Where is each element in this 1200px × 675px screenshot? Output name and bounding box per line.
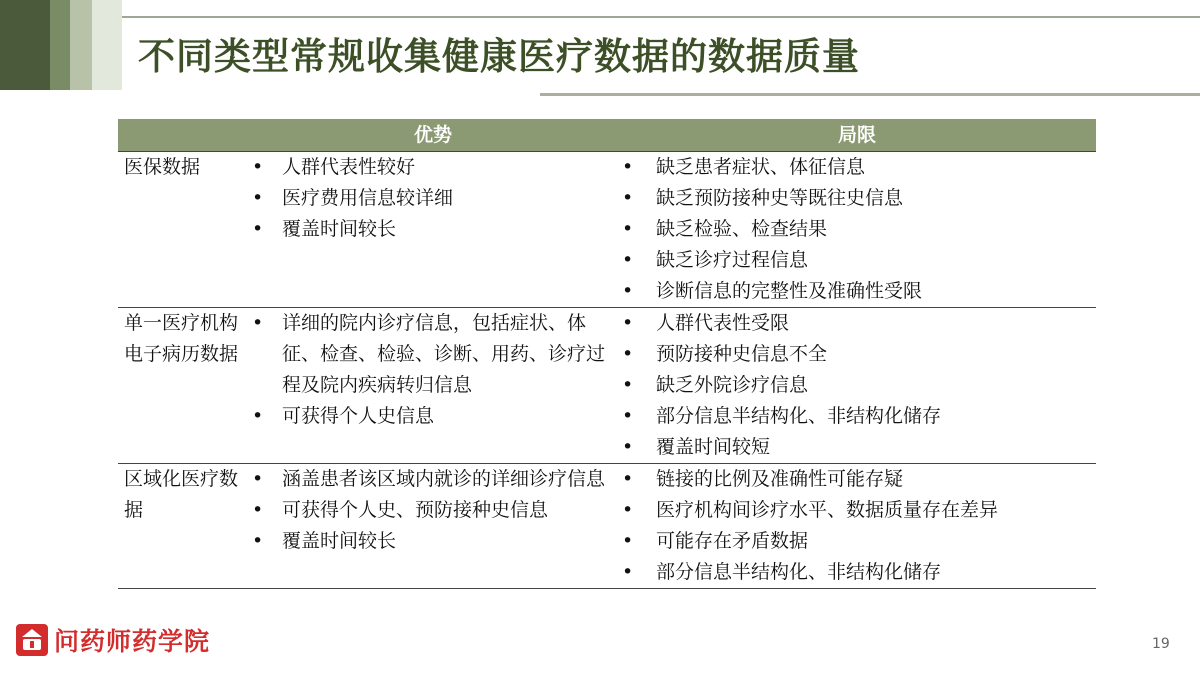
list-item: • 覆盖时间较短 [618,432,1096,463]
title-decoration-block [0,0,50,90]
list-item: • 可获得个人史信息 [248,401,618,432]
data-quality-table-container [118,119,1096,589]
list-item: • 诊断信息的完整性及准确性受限 [618,276,1096,307]
list-item: • 覆盖时间较长 [248,214,618,245]
title-bottom-rule [540,93,1200,96]
data-quality-table [118,119,1096,589]
table-row [118,464,1096,589]
slide-title: 不同类型常规收集健康医疗数据的数据质量 [138,35,860,78]
row-label: 区域化医疗数据 [124,468,239,521]
title-decoration-block [50,0,70,90]
advantages-list [248,464,618,557]
advantages-list [248,308,618,432]
title-top-rule [122,16,1200,18]
list-item: • 缺乏预防接种史等既往史信息 [618,183,1096,214]
limitations-cell [618,308,1096,464]
list-item: • 涵盖患者该区域内就诊的详细诊疗信息 [248,464,618,495]
list-item: • 预防接种史信息不全 [618,339,1096,370]
footer-logo [16,622,210,658]
advantages-cell [248,152,618,308]
academy-logo-icon [16,624,48,656]
list-item: • 医疗费用信息较详细 [248,183,618,214]
header-limitations: 局限 [618,119,1096,152]
row-label: 医保数据 [124,156,201,178]
table-row [118,152,1096,308]
list-item: • 人群代表性受限 [618,308,1096,339]
table-header-row [118,119,1096,152]
list-item: • 覆盖时间较长 [248,526,618,557]
header-advantages: 优势 [248,119,618,152]
list-item: • 缺乏外院诊疗信息 [618,370,1096,401]
list-item: • 医疗机构间诊疗水平、数据质量存在差异 [618,495,1096,526]
list-item: • 缺乏检验、检查结果 [618,214,1096,245]
advantages-list [248,152,618,245]
limitations-list [618,464,1096,588]
list-item: • 链接的比例及准确性可能存疑 [618,464,1096,495]
row-label: 单一医疗机构电子病历数据 [124,312,239,365]
page-number: 19 [1152,636,1170,652]
header-category [118,119,248,152]
limitations-cell [618,464,1096,589]
logo-text: 问药师药学院 [54,627,211,656]
list-item: • 详细的院内诊疗信息，包括症状、体征、检查、检验、诊断、用药、诊疗过程及院内疾病转归信息 [248,308,618,401]
limitations-list [618,308,1096,463]
list-item: • 部分信息半结构化、非结构化储存 [618,557,1096,588]
advantages-cell [248,308,618,464]
list-item: • 缺乏患者症状、体征信息 [618,152,1096,183]
limitations-list [618,152,1096,307]
title-decoration-block [92,0,122,90]
list-item: • 缺乏诊疗过程信息 [618,245,1096,276]
list-item: • 部分信息半结构化、非结构化储存 [618,401,1096,432]
title-decoration-block [70,0,92,90]
limitations-cell [618,152,1096,308]
list-item: • 可能存在矛盾数据 [618,526,1096,557]
table-row [118,308,1096,464]
list-item: • 可获得个人史、预防接种史信息 [248,495,618,526]
advantages-cell [248,464,618,589]
list-item: • 人群代表性较好 [248,152,618,183]
